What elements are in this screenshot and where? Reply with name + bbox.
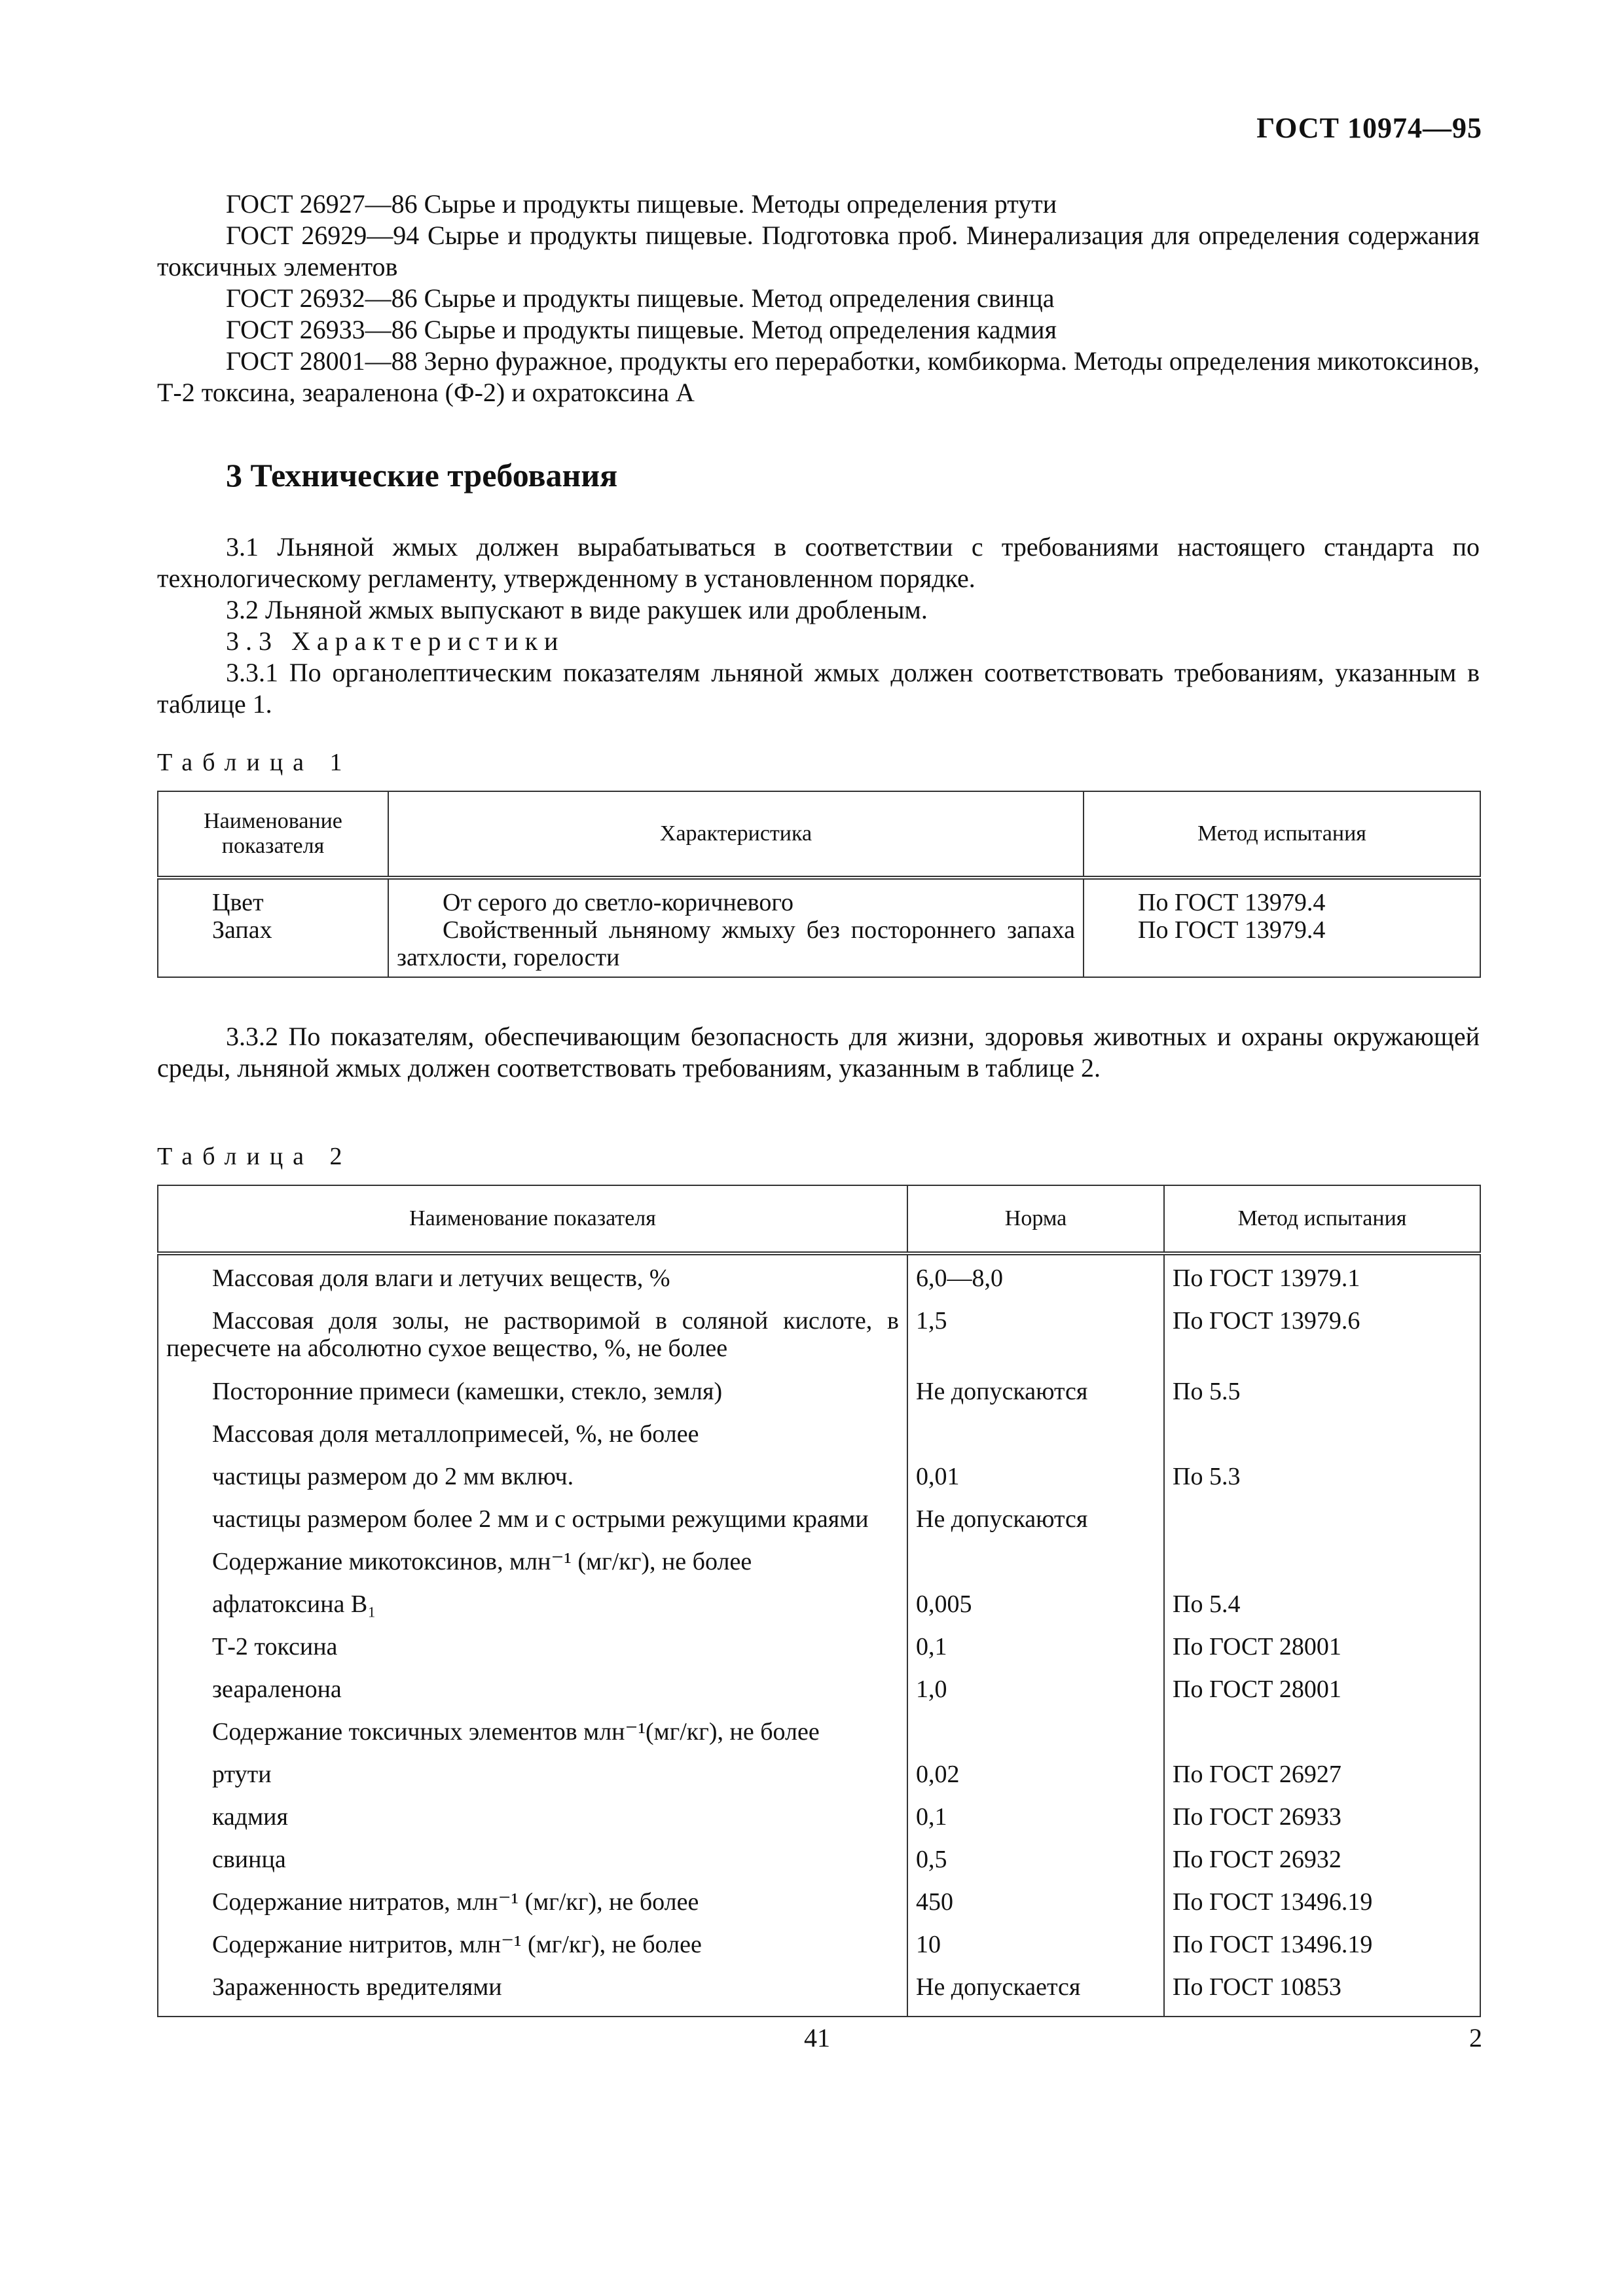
table-cell: афлатоксина B₁	[158, 1590, 907, 1633]
table-cell: Содержание токсичных элементов млн⁻¹(мг/кг), не более	[158, 1718, 907, 1761]
table-cell: По ГОСТ 10853	[1164, 1973, 1480, 2017]
table-cell: кадмия	[158, 1803, 907, 1846]
table-row	[158, 1253, 1480, 1307]
table-cell: По ГОСТ 13979.6	[1164, 1307, 1480, 1378]
table-row	[158, 1676, 1480, 1718]
paragraph-3-3: 3.3 Характеристики	[226, 626, 565, 656]
table-row	[158, 1931, 1480, 1973]
table-header-cell: Наименование показателя	[158, 1185, 907, 1253]
table-row	[158, 878, 1480, 916]
table-cell: Массовая доля влаги и летучих веществ, %	[158, 1253, 907, 1307]
table-2-caption: Таблица 2	[157, 1143, 352, 1170]
table-row	[158, 1307, 1480, 1378]
table-cell: Свойственный льняному жмыху без постороннего запаха затхлости, горелости	[388, 916, 1084, 977]
table-row	[158, 1761, 1480, 1803]
table-row	[158, 1378, 1480, 1420]
table-cell: По ГОСТ 13496.19	[1164, 1888, 1480, 1931]
table-cell	[907, 1420, 1164, 1463]
table-cell: По ГОСТ 13979.1	[1164, 1253, 1480, 1307]
table-row	[158, 916, 1480, 977]
table-row	[158, 1463, 1480, 1505]
table-cell: 10	[907, 1931, 1164, 1973]
table-row	[158, 1803, 1480, 1846]
table-cell: свинца	[158, 1846, 907, 1888]
reference-item: ГОСТ 28001—88 Зерно фуражное, продукты его переработки, комбикорма. Методы определения микотоксинов, Т-2 токсина, зеараленона (Ф-2) и охратоксина А	[157, 346, 1480, 407]
doc-header-id: ГОСТ 10974—95	[1256, 112, 1482, 144]
reference-item: ГОСТ 26933—86 Сырье и продукты пищевые. Метод определения кадмия	[226, 315, 1057, 344]
sheet-number: 2	[1469, 2023, 1482, 2053]
table-cell: зеараленона	[158, 1676, 907, 1718]
table-row	[158, 1505, 1480, 1548]
table-cell: частицы размером до 2 мм включ.	[158, 1463, 907, 1505]
table-cell: По ГОСТ 13496.19	[1164, 1931, 1480, 1973]
table-1	[157, 791, 1481, 978]
table-row	[158, 1633, 1480, 1676]
paragraph-3-3-1: 3.3.1 По органолептическим показателям льняной жмых должен соответствовать требованиям, указанным в таблице 1.	[157, 658, 1480, 719]
table-cell: Массовая доля металлопримесей, %, не более	[158, 1420, 907, 1463]
reference-item: ГОСТ 26929—94 Сырье и продукты пищевые. Подготовка проб. Минерализация для определения содержания токсичных элементов	[157, 221, 1480, 281]
table-cell	[1164, 1718, 1480, 1761]
table-row	[158, 1718, 1480, 1761]
table-cell: Цвет	[158, 878, 388, 916]
table-cell: По ГОСТ 13979.4	[1084, 878, 1480, 916]
table-cell: 0,005	[907, 1590, 1164, 1633]
table-cell	[907, 1718, 1164, 1761]
table-cell: По ГОСТ 26933	[1164, 1803, 1480, 1846]
table-cell: 1,5	[907, 1307, 1164, 1378]
table-cell: частицы размером более 2 мм и с острыми режущими краями	[158, 1505, 907, 1548]
table-cell: По 5.3	[1164, 1463, 1480, 1505]
table-1-caption: Таблица 1	[157, 749, 352, 776]
references-list	[157, 188, 1480, 408]
reference-item: ГОСТ 26927—86 Сырье и продукты пищевые. Методы определения ртути	[226, 189, 1057, 219]
table-cell: Т-2 токсина	[158, 1633, 907, 1676]
table-header-cell: Норма	[907, 1185, 1164, 1253]
table-cell: Посторонние примеси (камешки, стекло, земля)	[158, 1378, 907, 1420]
table-header-cell: Метод испытания	[1084, 791, 1480, 878]
paragraph-3-3-2: 3.3.2 По показателям, обеспечивающим безопасность для жизни, здоровья животных и охраны окружающей среды, льняной жмых должен соответствовать требованиям, указанным в таблице 2.	[157, 1022, 1480, 1083]
table-cell: По ГОСТ 26927	[1164, 1761, 1480, 1803]
table-row	[158, 1973, 1480, 2017]
table-cell: По ГОСТ 28001	[1164, 1633, 1480, 1676]
table-row	[158, 1590, 1480, 1633]
table-cell	[907, 1548, 1164, 1590]
table-row	[158, 1420, 1480, 1463]
table-cell: Запах	[158, 916, 388, 977]
table-cell: По ГОСТ 26932	[1164, 1846, 1480, 1888]
table-cell	[1164, 1505, 1480, 1548]
paragraph-3-2: 3.2 Льняной жмых выпускают в виде ракушек или дробленым.	[226, 595, 928, 624]
table-cell: 0,1	[907, 1633, 1164, 1676]
table-header-cell: Наименование показателя	[158, 791, 388, 878]
table-cell: ртути	[158, 1761, 907, 1803]
section-3-paragraphs	[157, 531, 1480, 720]
table-header-cell: Характеристика	[388, 791, 1084, 878]
table-cell: Массовая доля золы, не растворимой в соляной кислоте, в пересчете на абсолютно сухое вещество, %, не более	[158, 1307, 907, 1378]
table-cell: От серого до светло-коричневого	[388, 878, 1084, 916]
table-cell: 0,5	[907, 1846, 1164, 1888]
section-title: 3 Технические требования	[226, 457, 618, 493]
table-cell: 0,02	[907, 1761, 1164, 1803]
table-row	[158, 1548, 1480, 1590]
paragraph-3-1: 3.1 Льняной жмых должен вырабатываться в соответствии с требованиями настоящего стандарта по технологическому регламенту, утвержденному в установленном порядке.	[157, 532, 1480, 593]
table-cell: Содержание микотоксинов, млн⁻¹ (мг/кг), не более	[158, 1548, 907, 1590]
table-cell: Не допускаются	[907, 1378, 1164, 1420]
table-row	[158, 1846, 1480, 1888]
table-row	[158, 1888, 1480, 1931]
page-number: 41	[804, 2023, 830, 2053]
table-cell: 6,0—8,0	[907, 1253, 1164, 1307]
table-cell: 0,01	[907, 1463, 1164, 1505]
table-cell: Содержание нитратов, млн⁻¹ (мг/кг), не более	[158, 1888, 907, 1931]
table-cell: По 5.4	[1164, 1590, 1480, 1633]
table-cell	[1164, 1548, 1480, 1590]
table-2	[157, 1185, 1481, 2017]
table-cell: Зараженность вредителями	[158, 1973, 907, 2017]
table-cell: По 5.5	[1164, 1378, 1480, 1420]
paragraph-3-3-2-block	[157, 1021, 1480, 1084]
table-cell: 1,0	[907, 1676, 1164, 1718]
table-cell	[1164, 1420, 1480, 1463]
reference-item: ГОСТ 26932—86 Сырье и продукты пищевые. Метод определения свинца	[226, 283, 1055, 313]
table-cell: Содержание нитритов, млн⁻¹ (мг/кг), не более	[158, 1931, 907, 1973]
table-cell: По ГОСТ 28001	[1164, 1676, 1480, 1718]
table-cell: По ГОСТ 13979.4	[1084, 916, 1480, 977]
table-cell: Не допускается	[907, 1973, 1164, 2017]
table-cell: 450	[907, 1888, 1164, 1931]
table-header-cell: Метод испытания	[1164, 1185, 1480, 1253]
table-cell: Не допускаются	[907, 1505, 1164, 1548]
table-cell: 0,1	[907, 1803, 1164, 1846]
